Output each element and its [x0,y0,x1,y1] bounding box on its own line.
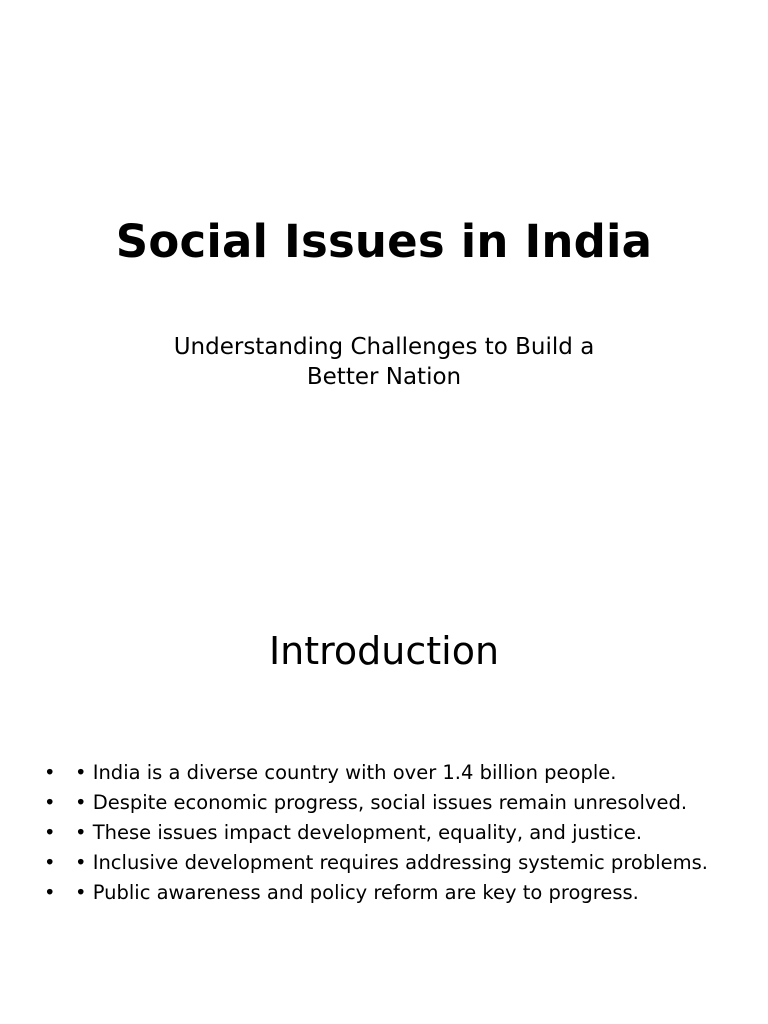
subtitle-line-1: Understanding Challenges to Build a [173,334,595,360]
bullet-text: • Public awareness and policy reform are key to progress. [75,881,639,904]
list-item [44,760,744,786]
bullet-text: • Inclusive development requires addressing systemic problems. [75,851,708,874]
bullet-marker: • [44,851,56,874]
list-item [44,880,744,906]
bullet-text: • These issues impact development, equality, and justice. [75,821,643,844]
bullet-text: • Despite economic progress, social issues remain unresolved. [75,791,688,814]
list-item [44,850,744,876]
bullet-marker: • [44,791,56,814]
subtitle-line-2: Better Nation [306,364,462,390]
list-item [44,820,744,846]
bullet-marker: • [44,881,56,904]
bullet-marker: • [44,821,56,844]
list-item [44,790,744,816]
bullet-marker: • [44,761,56,784]
bullet-text: • India is a diverse country with over 1.4 billion people. [75,761,617,784]
slide-subtitle [134,332,634,392]
slide-title: Social Issues in India [115,215,653,268]
introduction-slide [0,576,768,1024]
slide-heading: Introduction [268,629,500,673]
bullet-list [44,760,744,910]
